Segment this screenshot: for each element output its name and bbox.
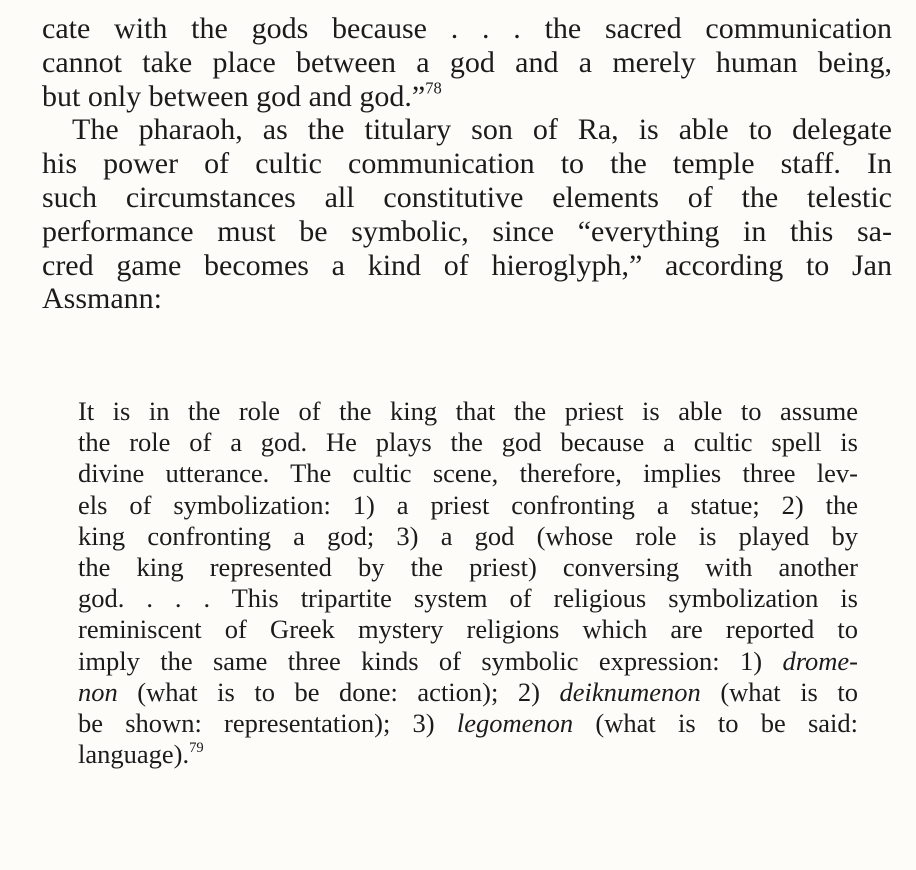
footnote-reference: 79: [189, 740, 204, 757]
paragraph-1: [42, 12, 892, 113]
quote-line: the king represented by the priest) conversing with another: [78, 552, 858, 583]
quote-line-content: language).: [78, 739, 190, 770]
quote-line: It is in the role of the king that the priest is able to assume: [78, 396, 858, 426]
italic-term: non: [78, 676, 118, 707]
italic-term: legomenon: [456, 708, 574, 739]
quote-line: els of symbolization: 1) a priest confronting a statue; 2) the: [78, 489, 858, 520]
text-line: cred game becomes a kind of hieroglyph,” according to Jan: [42, 248, 892, 282]
quote-line: [78, 739, 858, 770]
quote-line: the role of a god. He plays the god because a cultic spell is: [78, 427, 858, 458]
italic-term: deiknumenon: [559, 676, 701, 707]
italic-term: drome-: [782, 645, 858, 676]
quote-line-content: (what is to: [700, 676, 859, 707]
footnote-reference: 78: [425, 78, 442, 98]
block-quote: [78, 396, 858, 770]
text-line: [42, 80, 892, 114]
quote-line-content: (what is to be said:: [573, 708, 859, 739]
quote-line: reminiscent of Greek mystery religions which are reported to: [78, 614, 858, 645]
quote-line: [78, 677, 858, 708]
text-line: Assmann:: [42, 282, 162, 316]
quote-line: king confronting a god; 3) a god (whose role is played by: [78, 520, 858, 551]
quote-line: [78, 646, 858, 677]
quote-line-content: be shown: representation); 3): [78, 708, 457, 739]
quote-line: divine utterance. The cultic scene, therefore, implies three lev-: [78, 458, 858, 489]
text-line: his power of cultic communication to the temple staff. In: [42, 147, 892, 181]
quote-line-content: (what is to be done: action); 2): [117, 676, 560, 707]
text-line: such circumstances all constitutive elements of the telestic: [42, 180, 892, 214]
text-line: cannot take place between a god and a merely human being,: [42, 45, 892, 79]
quote-line-content: imply the same three kinds of symbolic expression: 1): [78, 645, 763, 676]
text-line-content: but only between god and god.”: [42, 79, 426, 113]
quote-line: god. . . . This tripartite system of religious symbolization is: [78, 583, 858, 614]
text-line: performance must be symbolic, since “everything in this sa-: [42, 214, 892, 248]
main-text: [42, 12, 892, 316]
paragraph-2: [42, 113, 892, 316]
quote-line: [78, 708, 858, 739]
text-line: The pharaoh, as the titulary son of Ra, is able to delegate: [72, 113, 892, 147]
text-line: cate with the gods because . . . the sacred communication: [42, 12, 892, 45]
